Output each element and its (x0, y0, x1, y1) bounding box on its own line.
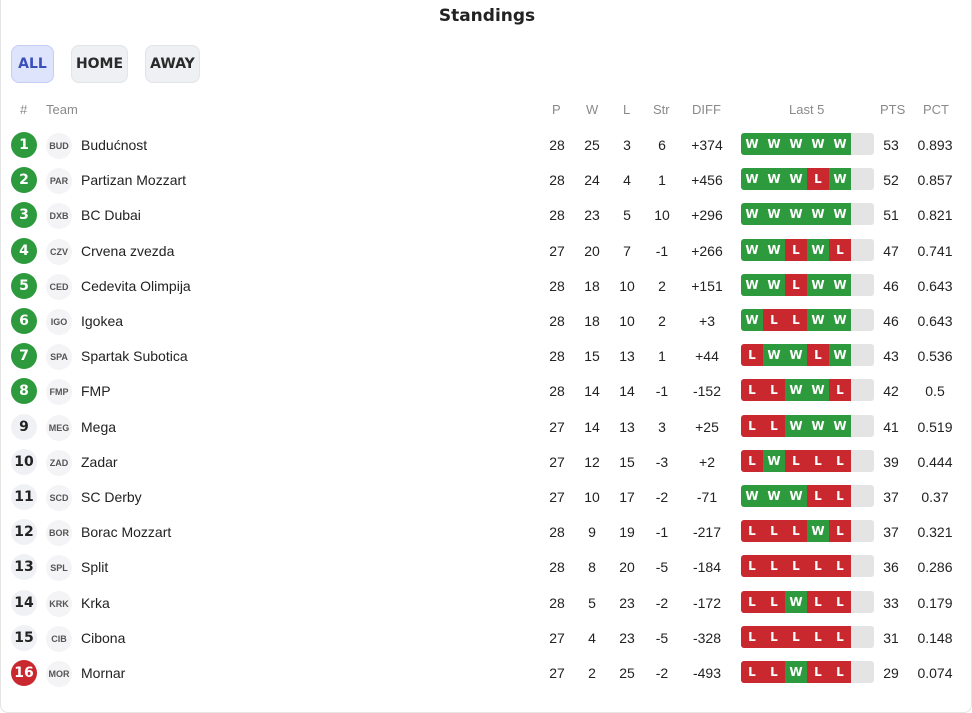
wins: 8 (588, 559, 596, 576)
point-diff: +25 (695, 418, 719, 435)
streak: 2 (658, 277, 666, 294)
wins: 24 (584, 172, 600, 189)
wins: 4 (588, 629, 596, 646)
result-badge: L (763, 661, 785, 683)
games-played: 27 (549, 629, 565, 646)
result-badge: L (829, 591, 851, 613)
streak: -3 (655, 453, 669, 470)
team-name[interactable]: Mornar (81, 665, 126, 681)
games-played: 28 (549, 383, 565, 400)
team-logo-icon: BOR (46, 520, 72, 546)
result-badge: W (763, 168, 785, 190)
point-diff: -172 (692, 594, 722, 611)
result-badge: W (829, 274, 851, 296)
rank-badge: 1 (11, 132, 37, 158)
losses: 14 (619, 383, 635, 400)
wins: 5 (588, 594, 596, 611)
filter-away-button[interactable]: AWAY (145, 45, 200, 83)
rank-badge: 13 (11, 554, 37, 580)
streak: -2 (655, 489, 669, 505)
result-badge: L (807, 450, 829, 472)
result-badge: L (763, 555, 785, 577)
streak: 10 (654, 207, 670, 224)
result-badge: L (741, 379, 763, 401)
streak: 6 (658, 137, 666, 153)
wins: 14 (584, 383, 600, 400)
table-row[interactable] (1, 163, 972, 198)
result-badge: L (785, 555, 807, 577)
games-played: 27 (549, 665, 565, 681)
result-badge: L (741, 626, 763, 648)
result-badge: L (763, 520, 785, 542)
team-name[interactable]: Spartak Subotica (81, 348, 188, 365)
team-logo-icon: CZV (46, 239, 72, 265)
win-pct: 0.179 (917, 594, 953, 611)
filter-group (11, 45, 200, 83)
table-row[interactable] (1, 621, 972, 656)
games-played: 28 (549, 348, 565, 365)
win-pct: 0.519 (917, 418, 953, 435)
result-badge: L (829, 661, 851, 683)
streak: 1 (658, 348, 666, 365)
point-diff: +44 (695, 348, 719, 365)
win-pct: 0.741 (917, 242, 953, 259)
team-logo-icon: MEG (46, 415, 72, 441)
streak: -1 (655, 383, 669, 400)
win-pct: 0.148 (917, 629, 953, 646)
losses: 13 (619, 418, 635, 435)
points: 33 (883, 594, 899, 611)
result-badge: W (785, 168, 807, 190)
result-badge: L (785, 309, 807, 331)
points: 37 (883, 524, 899, 541)
team-logo-icon: FMP (46, 379, 72, 405)
rank-badge: 4 (11, 238, 37, 264)
wins: 18 (584, 313, 600, 329)
last-five-results (741, 415, 874, 437)
result-badge: W (763, 450, 785, 472)
result-badge: W (741, 309, 763, 331)
result-badge: L (807, 485, 829, 507)
point-diff: +296 (691, 207, 723, 224)
team-name[interactable]: Cedevita Olimpija (81, 277, 191, 294)
last-five-results (741, 520, 874, 542)
last-five-results (741, 379, 874, 401)
games-played: 28 (549, 313, 565, 329)
last-five-results (741, 168, 874, 190)
rank-badge: 2 (11, 167, 37, 193)
points: 29 (883, 665, 899, 681)
team-logo-icon: SCD (46, 485, 72, 511)
header-team: Team (46, 102, 78, 117)
games-played: 28 (549, 172, 565, 189)
last-five-results (741, 239, 874, 261)
points: 53 (883, 137, 899, 153)
wins: 23 (584, 207, 600, 224)
last-five-results (741, 450, 874, 472)
games-played: 28 (549, 277, 565, 294)
rank-badge: 7 (11, 343, 37, 369)
header-streak[interactable]: Str (653, 102, 670, 117)
table-row[interactable] (1, 304, 972, 339)
win-pct: 0.643 (917, 277, 953, 294)
rank-badge: 5 (11, 273, 37, 299)
result-badge: W (807, 309, 829, 331)
header-rank: # (20, 102, 28, 117)
table-row[interactable] (1, 445, 972, 480)
wins: 9 (588, 524, 596, 541)
team-logo-icon: PAR (46, 168, 72, 194)
result-badge: W (763, 239, 785, 261)
last-five-results (741, 555, 874, 577)
result-badge: L (829, 626, 851, 648)
team-logo-icon: ZAD (46, 450, 72, 476)
result-badge: L (763, 591, 785, 613)
team-name[interactable]: SC Derby (81, 489, 142, 505)
result-badge: L (741, 661, 763, 683)
rank-badge: 12 (11, 519, 37, 545)
result-badge: L (785, 239, 807, 261)
team-logo-icon: SPA (46, 344, 72, 370)
win-pct: 0.286 (917, 559, 953, 576)
result-badge: L (807, 591, 829, 613)
result-badge: L (741, 415, 763, 437)
result-badge: W (741, 203, 763, 225)
result-badge: W (807, 415, 829, 437)
result-badge: W (763, 203, 785, 225)
result-badge: W (785, 661, 807, 683)
rank-badge: 16 (11, 660, 37, 686)
point-diff: -493 (692, 665, 722, 681)
last-five-results (741, 485, 874, 507)
points: 31 (883, 629, 899, 646)
points: 46 (883, 277, 899, 294)
team-name[interactable]: Igokea (81, 313, 124, 329)
losses: 17 (619, 489, 635, 505)
streak: -2 (655, 665, 669, 681)
wins: 12 (584, 453, 600, 470)
games-played: 28 (549, 559, 565, 576)
result-badge: W (741, 133, 763, 155)
points: 36 (883, 559, 899, 576)
team-logo-icon: KRK (46, 591, 72, 617)
point-diff: +3 (699, 313, 715, 329)
rank-badge: 11 (11, 484, 37, 510)
result-badge: L (829, 450, 851, 472)
team-logo-icon: CED (46, 274, 72, 300)
result-badge: W (785, 344, 807, 366)
table-row[interactable] (1, 269, 972, 304)
result-badge: W (807, 379, 829, 401)
filter-home-button[interactable]: HOME (71, 45, 128, 83)
streak: -5 (655, 629, 669, 646)
points: 51 (883, 207, 899, 224)
result-badge: L (763, 309, 785, 331)
result-badge: L (829, 520, 851, 542)
streak: 3 (658, 418, 666, 435)
team-logo-icon: SPL (46, 555, 72, 581)
games-played: 28 (549, 207, 565, 224)
losses: 19 (619, 524, 635, 541)
team-logo-icon: BUD (46, 133, 72, 159)
losses: 13 (619, 348, 635, 365)
team-name[interactable]: Borac Mozzart (81, 524, 172, 541)
streak: -1 (655, 242, 669, 259)
point-diff: +374 (691, 137, 723, 153)
result-badge: L (807, 626, 829, 648)
last-five-results (741, 274, 874, 296)
team-logo-icon: CIB (46, 626, 72, 652)
losses: 4 (623, 172, 631, 189)
team-name[interactable]: BC Dubai (81, 207, 141, 224)
rank-badge: 8 (11, 378, 37, 404)
streak: -1 (655, 524, 669, 541)
table-header (1, 102, 972, 120)
rank-badge: 15 (11, 625, 37, 651)
streak: 2 (658, 313, 666, 329)
result-badge: L (807, 555, 829, 577)
losses: 3 (623, 137, 631, 153)
games-played: 27 (549, 489, 565, 505)
result-badge: W (763, 344, 785, 366)
games-played: 28 (549, 594, 565, 611)
points: 52 (883, 172, 899, 189)
point-diff: +151 (691, 277, 723, 294)
result-badge: L (785, 626, 807, 648)
losses: 15 (619, 453, 635, 470)
result-badge: L (763, 626, 785, 648)
wins: 20 (584, 242, 600, 259)
rank-badge: 10 (11, 449, 37, 475)
table-row[interactable] (1, 374, 972, 409)
result-badge: W (829, 309, 851, 331)
header-wins[interactable]: W (586, 102, 599, 117)
table-row[interactable] (1, 234, 972, 269)
point-diff: -217 (692, 524, 722, 541)
team-name[interactable]: Budućnost (81, 137, 148, 153)
point-diff: -184 (692, 559, 722, 576)
wins: 10 (584, 489, 600, 505)
result-badge: L (785, 450, 807, 472)
point-diff: -328 (692, 629, 722, 646)
streak: -2 (655, 594, 669, 611)
result-badge: L (829, 379, 851, 401)
point-diff: +2 (699, 453, 715, 470)
result-badge: W (741, 168, 763, 190)
wins: 14 (584, 418, 600, 435)
point-diff: +266 (691, 242, 723, 259)
table-row[interactable] (1, 515, 972, 550)
result-badge: L (785, 274, 807, 296)
result-badge: W (807, 203, 829, 225)
win-pct: 0.857 (917, 172, 953, 189)
team-name[interactable]: Mega (81, 418, 117, 435)
table-row[interactable] (1, 410, 972, 445)
rank-badge: 9 (11, 414, 37, 440)
wins: 15 (584, 348, 600, 365)
wins: 25 (584, 137, 600, 153)
losses: 5 (623, 207, 631, 224)
losses: 10 (619, 313, 635, 329)
win-pct: 0.321 (917, 524, 953, 541)
header-played[interactable]: P (552, 102, 561, 117)
result-badge: L (807, 344, 829, 366)
result-badge: W (807, 274, 829, 296)
points: 41 (883, 418, 899, 435)
losses: 25 (619, 665, 635, 681)
result-badge: L (741, 555, 763, 577)
win-pct: 0.5 (925, 383, 945, 400)
result-badge: W (741, 274, 763, 296)
header-last5: Last 5 (789, 102, 825, 117)
rank-badge: 6 (11, 308, 37, 334)
team-name[interactable]: Split (81, 559, 109, 576)
team-name[interactable]: Zadar (81, 453, 118, 470)
table-row[interactable] (1, 656, 972, 691)
result-badge: W (785, 203, 807, 225)
filter-all-button[interactable]: ALL (11, 45, 54, 83)
header-points[interactable]: PTS (880, 102, 906, 117)
table-row[interactable] (1, 550, 972, 585)
win-pct: 0.536 (917, 348, 953, 365)
header-pct[interactable]: PCT (923, 102, 949, 117)
result-badge: L (829, 555, 851, 577)
last-five-results (741, 344, 874, 366)
team-logo-icon: DXB (46, 203, 72, 229)
points: 43 (883, 348, 899, 365)
header-diff[interactable]: DIFF (692, 102, 721, 117)
table-row[interactable] (1, 198, 972, 233)
losses: 23 (619, 594, 635, 611)
team-name[interactable]: Cibona (81, 629, 126, 646)
streak: 1 (658, 172, 666, 189)
win-pct: 0.893 (917, 137, 953, 153)
points: 47 (883, 242, 899, 259)
win-pct: 0.074 (917, 665, 953, 681)
team-name[interactable]: Partizan Mozzart (81, 172, 187, 189)
games-played: 27 (549, 453, 565, 470)
games-played: 27 (549, 418, 565, 435)
result-badge: L (829, 239, 851, 261)
point-diff: -71 (696, 489, 718, 505)
result-badge: W (785, 133, 807, 155)
result-badge: W (807, 520, 829, 542)
table-row[interactable] (1, 586, 972, 621)
games-played: 28 (549, 524, 565, 541)
result-badge: L (763, 415, 785, 437)
standings-title: Standings (438, 6, 536, 26)
result-badge: W (763, 274, 785, 296)
result-badge: L (741, 450, 763, 472)
win-pct: 0.643 (917, 313, 953, 329)
result-badge: W (829, 203, 851, 225)
last-five-results (741, 309, 874, 331)
result-badge: W (785, 485, 807, 507)
points: 46 (883, 313, 899, 329)
losses: 20 (619, 559, 635, 576)
points: 39 (883, 453, 899, 470)
point-diff: -152 (692, 383, 722, 400)
result-badge: L (763, 379, 785, 401)
point-diff: +456 (691, 172, 723, 189)
win-pct: 0.821 (917, 207, 953, 224)
result-badge: L (807, 168, 829, 190)
wins: 18 (584, 277, 600, 294)
result-badge: W (763, 485, 785, 507)
result-badge: W (829, 133, 851, 155)
result-badge: L (741, 591, 763, 613)
team-name[interactable]: FMP (81, 383, 111, 400)
win-pct: 0.37 (921, 489, 949, 505)
result-badge: L (741, 344, 763, 366)
result-badge: W (741, 485, 763, 507)
last-five-results (741, 591, 874, 613)
result-badge: L (741, 520, 763, 542)
table-row[interactable] (1, 339, 972, 374)
result-badge: W (829, 344, 851, 366)
result-badge: W (785, 379, 807, 401)
team-name[interactable]: Krka (81, 594, 110, 611)
points: 42 (883, 383, 899, 400)
last-five-results (741, 133, 874, 155)
last-five-results (741, 661, 874, 683)
win-pct: 0.444 (917, 453, 953, 470)
table-row[interactable] (1, 128, 972, 163)
result-badge: W (807, 133, 829, 155)
result-badge: W (829, 168, 851, 190)
last-five-results (741, 626, 874, 648)
rank-badge: 3 (11, 202, 37, 228)
result-badge: W (763, 133, 785, 155)
team-logo-icon: IGO (46, 309, 72, 335)
result-badge: L (807, 661, 829, 683)
result-badge: W (741, 239, 763, 261)
result-badge: W (807, 239, 829, 261)
wins: 2 (588, 665, 596, 681)
result-badge: L (829, 485, 851, 507)
streak: -5 (655, 559, 669, 576)
header-losses[interactable]: L (623, 102, 631, 117)
table-row[interactable] (1, 480, 972, 515)
last-five-results (741, 203, 874, 225)
result-badge: L (785, 520, 807, 542)
games-played: 27 (549, 242, 565, 259)
result-badge: W (829, 415, 851, 437)
result-badge: W (785, 415, 807, 437)
team-name[interactable]: Crvena zvezda (81, 242, 175, 259)
rank-badge: 14 (11, 590, 37, 616)
points: 37 (883, 489, 899, 505)
result-badge: W (785, 591, 807, 613)
losses: 7 (623, 242, 631, 259)
games-played: 28 (549, 137, 565, 153)
losses: 23 (619, 629, 635, 646)
losses: 10 (619, 277, 635, 294)
team-logo-icon: MOR (46, 661, 72, 687)
